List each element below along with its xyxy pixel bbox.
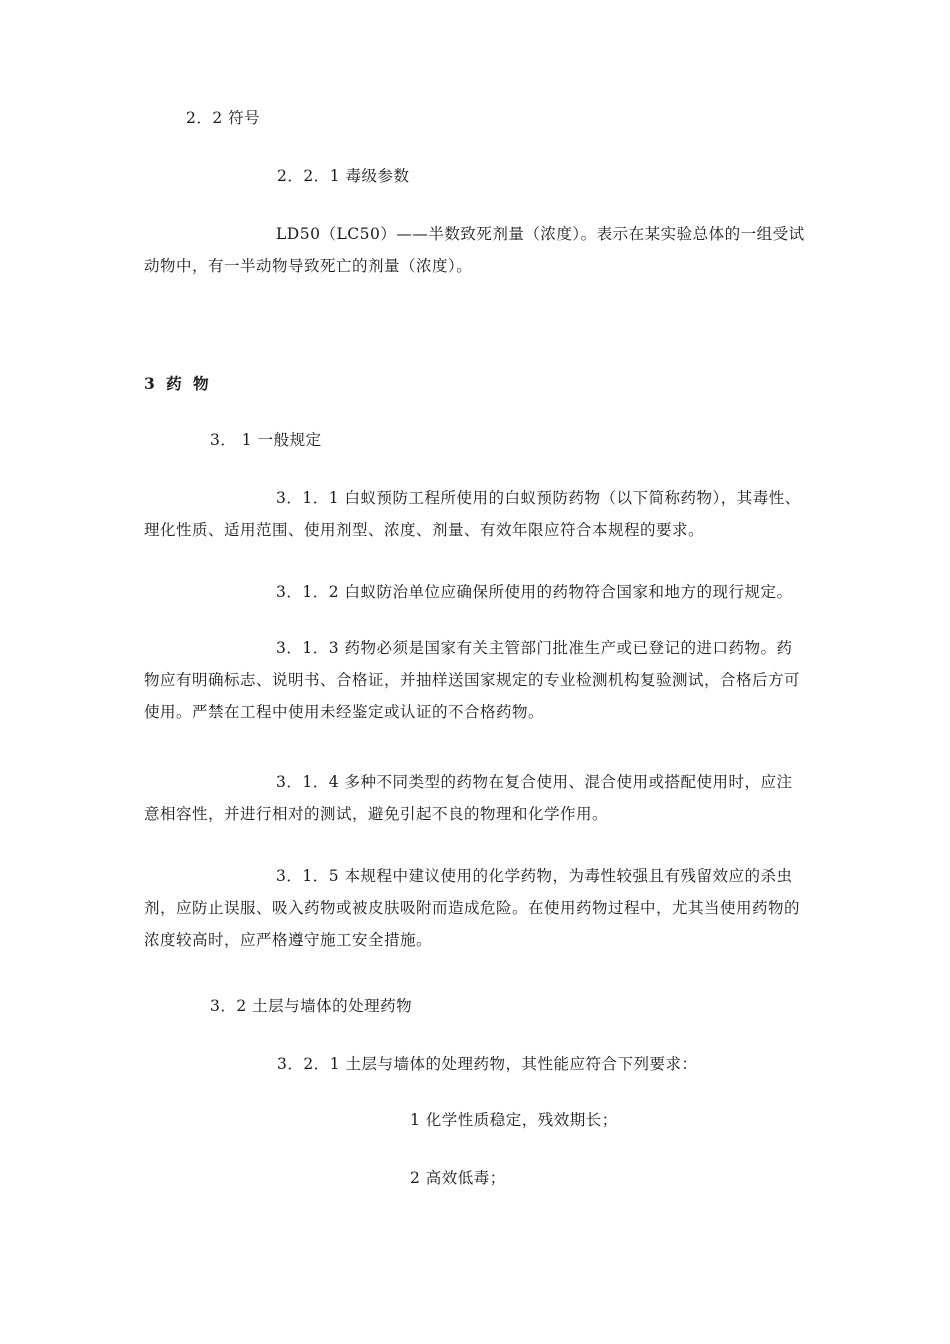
- section-heading-2-2: 2．2 符号: [186, 109, 261, 127]
- paragraph-text: 3．1．1 白蚁预防工程所使用的白蚁预防药物（以下简称药物），其毒性、理化性质、适用范围、使用剂型、浓度、剂量、有效年限应符合本规程的要求。: [144, 489, 801, 539]
- paragraph-text: LD50（LC50）——半数致死剂量（浓度）。表示在某实验总体的一组受试动物中，有一半动物导致死亡的剂量（浓度）。: [144, 225, 805, 275]
- section-heading-3-2: 3．2 土层与墙体的处理药物: [210, 997, 413, 1015]
- paragraph-text: 3．1．2 白蚁防治单位应确保所使用的药物符合国家和地方的现行规定。: [276, 583, 793, 601]
- paragraph-3-1-3: [144, 632, 808, 728]
- paragraph-3-2-1: 3．2．1 土层与墙体的处理药物，其性能应符合下列要求：: [277, 1055, 698, 1073]
- paragraph-ld50-definition: [144, 218, 808, 282]
- paragraph-3-1-2: [144, 576, 808, 608]
- paragraph-3-1-1: [144, 482, 808, 546]
- paragraph-text: 3．1．5 本规程中建议使用的化学药物，为毒性较强且有残留效应的杀虫剂，应防止误服、吸入药物或被皮肤吸附而造成危险。在使用药物过程中，尤其当使用药物的浓度较高时，应严格遵守施工安全措施。: [144, 867, 801, 949]
- list-item-1: 1 化学性质稳定，残效期长；: [410, 1111, 618, 1129]
- paragraph-3-1-5: [144, 860, 808, 956]
- chapter-heading-3: 3 药 物: [144, 374, 212, 393]
- section-heading-2-2-1: 2．2．1 毒级参数: [277, 167, 410, 185]
- paragraph-text: 3．1．4 多种不同类型的药物在复合使用、混合使用或搭配使用时，应注意相容性，并进行相对的测试，避免引起不良的物理和化学作用。: [144, 773, 793, 823]
- paragraph-3-1-4: [144, 766, 808, 830]
- paragraph-text: 3．1．3 药物必须是国家有关主管部门批准生产或已登记的进口药物。药物应有明确标志、说明书、合格证，并抽样送国家规定的专业检测机构复验测试，合格后方可使用。严禁在工程中使用未经鉴定或认证的不合格药物。: [144, 639, 801, 721]
- section-heading-3-1: 3． 1 一般规定: [210, 431, 322, 449]
- list-item-2: 2 高效低毒；: [410, 1169, 506, 1187]
